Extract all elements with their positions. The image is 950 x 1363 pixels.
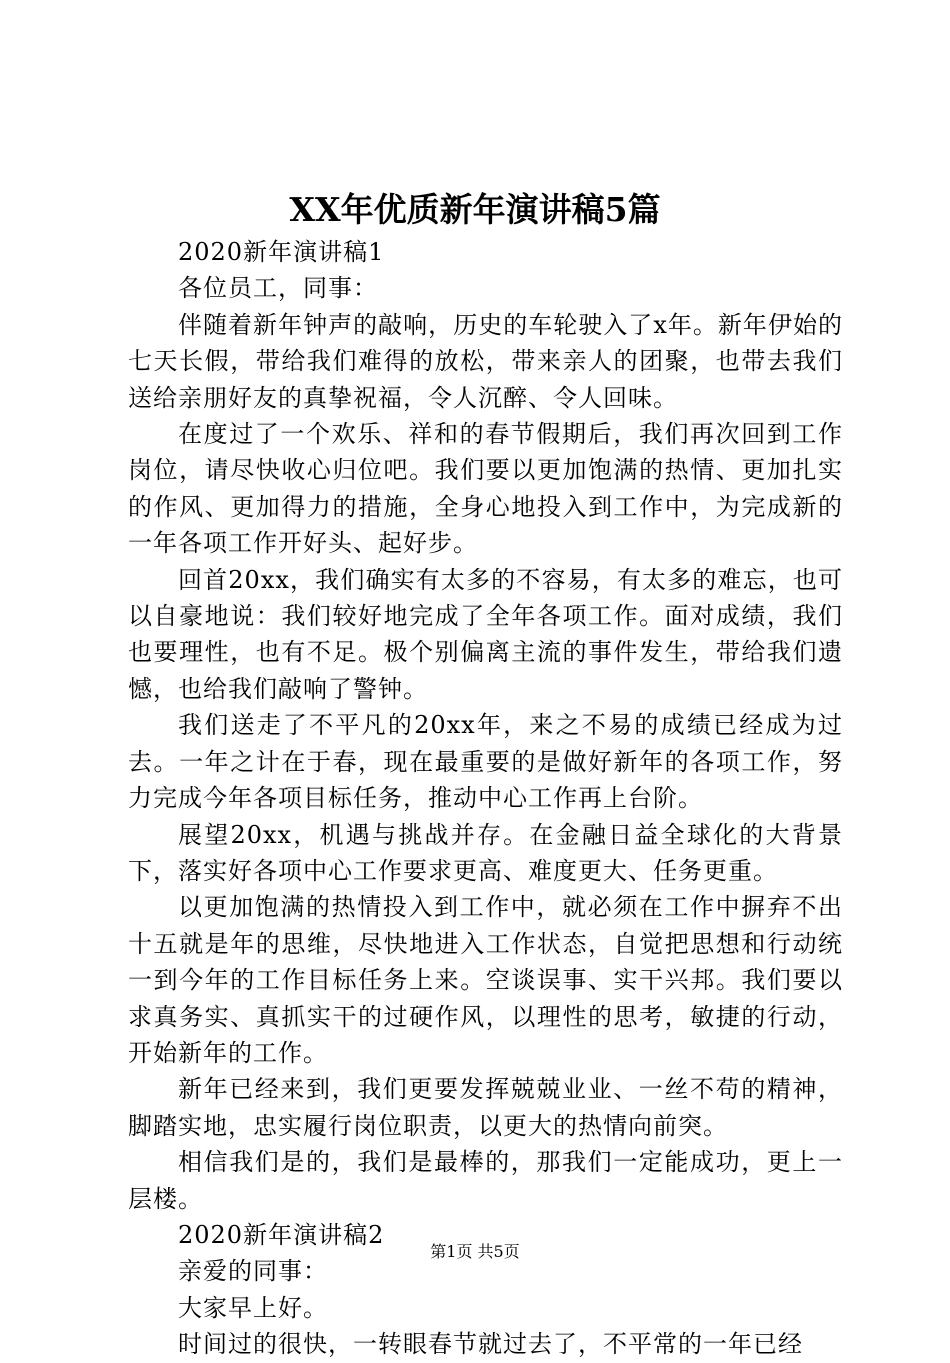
salutation-1: 各位员工，同事： [178,274,378,303]
paragraph: 我们送走了不平凡的20xx年，来之不易的成绩已经成为过去。一年之计在于春，现在最重要的是做好新年的各项工作，努力完成今年各项目标任务，推动中心工作再上台阶。 [128,711,843,813]
section-heading-1: 2020新年演讲稿1 [178,238,385,266]
paragraph: 回首20xx，我们确实有太多的不容易，有太多的难忘，也可以自豪地说：我们较好地完成了全年各项工作。面对成绩，我们也要理性，也有不足。极个别偏离主流的事件发生，带给我们遗憾，也给我们敲响了警钟。 [128,565,843,703]
salutation-2: 亲爱的同事： [178,1257,328,1286]
paragraph: 新年已经来到，我们更要发挥兢兢业业、一丝不苟的精神，脚踏实地，忠实履行岗位职责，以更大的热情向前突。 [128,1075,843,1140]
document-body [128,234,843,1363]
paragraph: 展望20xx，机遇与挑战并存。在金融日益全球化的大背景下，落实好各项中心工作要求更高、难度更大、任务更重。 [128,820,843,885]
paragraph: 在度过了一个欢乐、祥和的春节假期后，我们再次回到工作岗位，请尽快收心归位吧。我们要以更加饱满的热情、更加扎实的作风、更加得力的措施，全身心地投入到工作中，为完成新的一年各项工作开好头、起好步。 [128,420,843,558]
paragraph: 时间过的很快，一转眼春节就过去了，不平常的一年已经 [178,1330,803,1359]
greeting: 大家早上好。 [178,1293,328,1322]
document-title: XX年优质新年演讲稿5篇 [289,190,661,229]
section-heading-2: 2020新年演讲稿2 [178,1220,385,1249]
paragraph: 伴随着新年钟声的敲响，历史的车轮驶入了x年。新年伊始的七天长假，带给我们难得的放松，带来亲人的团聚，也带去我们送给亲朋好友的真挚祝福，令人沉醉、令人回味。 [128,310,843,412]
page-footer: 第1页 共5页 [430,1242,520,1261]
paragraph: 相信我们是的，我们是最棒的，那我们一定能成功，更上一层楼。 [128,1148,843,1213]
paragraph: 以更加饱满的热情投入到工作中，就必须在工作中摒弃不出十五就是年的思维，尽快地进入工作状态，自觉把思想和行动统一到今年的工作目标任务上来。空谈误事、实干兴邦。我们要以求真务实、真抓实干的过硬作风，以理性的思考，敏捷的行动，开始新年的工作。 [128,893,843,1067]
